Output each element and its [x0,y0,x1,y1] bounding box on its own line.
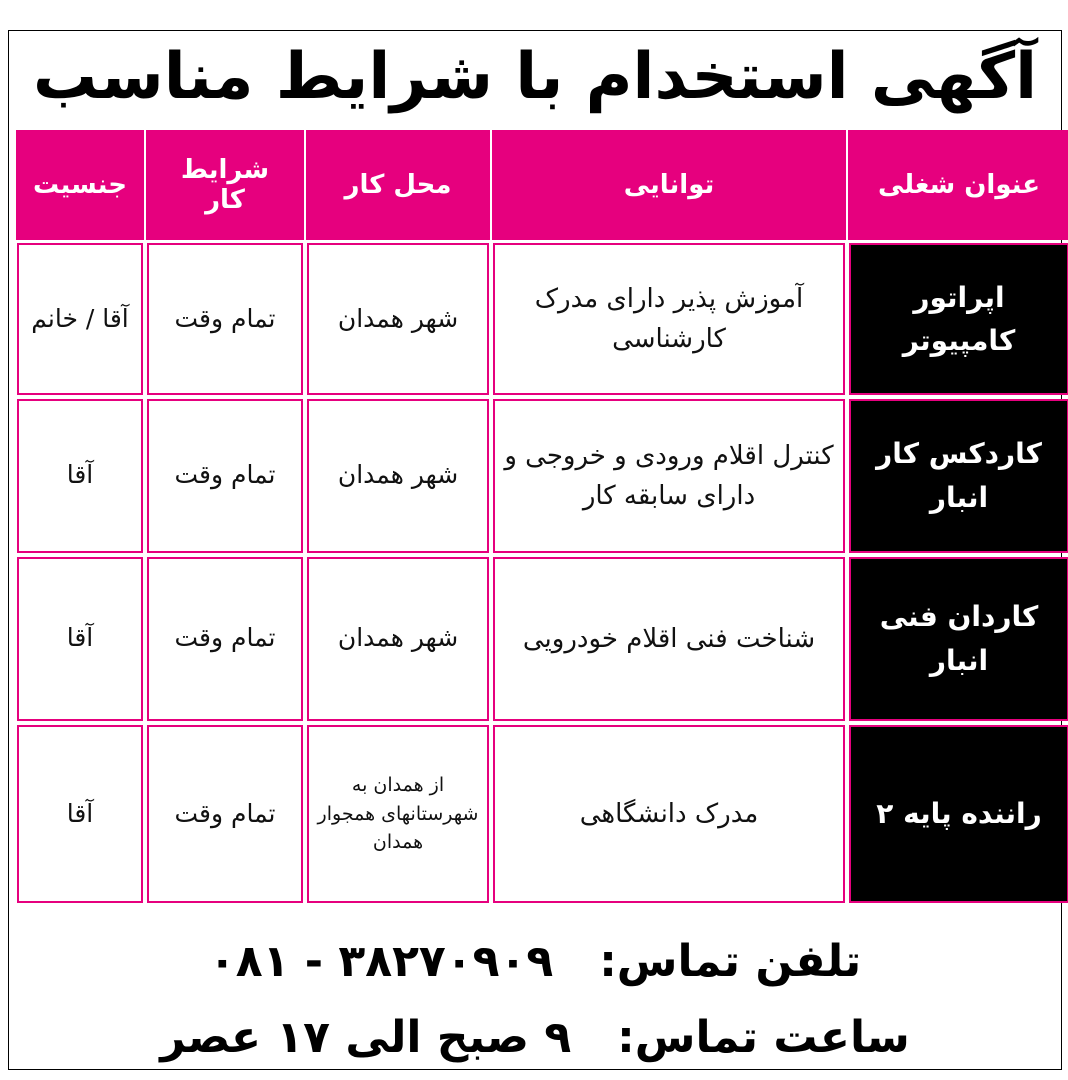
gender-cell: آقا [17,399,143,553]
ability-cell: آموزش پذیر دارای مدرک کارشناسی [493,243,845,395]
header-location: محل کار [307,131,489,239]
job-title-cell: اپراتور کامپیوتر [849,243,1068,395]
header-conditions: شرایط کار [147,131,303,239]
header-gender: جنسیت [17,131,143,239]
phone-label: تلفن تماس: [599,936,862,987]
conditions-cell: تمام وقت [147,557,303,721]
job-advertisement [8,30,1062,1070]
gender-cell: آقا [17,557,143,721]
ability-cell: شناخت فنی اقلام خودرویی [493,557,845,721]
header-ability: توانایی [493,131,845,239]
hours-value: ۹ صبح الی ۱۷ عصر [160,1012,572,1063]
conditions-cell: تمام وقت [147,243,303,395]
table-row [17,725,1068,903]
conditions-cell: تمام وقت [147,725,303,903]
location-cell: شهر همدان [307,399,489,553]
header-job-title: عنوان شغلی [849,131,1068,239]
contact-hours-line [9,1005,1061,1071]
job-title-cell: کاردکس کار انبار [849,399,1068,553]
contact-phone-line [9,929,1061,995]
gender-cell: آقا [17,725,143,903]
ability-cell: کنترل اقلام ورودی و خروجی و دارای سابقه کار [493,399,845,553]
gender-cell: آقا / خانم [17,243,143,395]
table-row [17,557,1068,721]
table-header-row [17,131,1068,239]
hours-label: ساعت تماس: [617,1012,910,1063]
location-cell: شهر همدان [307,243,489,395]
job-title-cell: راننده پایه ۲ [849,725,1068,903]
jobs-table [13,127,1068,907]
ability-cell: مدرک دانشگاهی [493,725,845,903]
location-cell: از همدان به شهرستانهای همجوار همدان [307,725,489,903]
location-cell: شهر همدان [307,557,489,721]
table-row [17,243,1068,395]
job-title-cell: کاردان فنی انبار [849,557,1068,721]
table-row [17,399,1068,553]
conditions-cell: تمام وقت [147,399,303,553]
phone-number: ۰۸۱ - ۳۸۲۷۰۹۰۹ [208,936,554,987]
ad-title: آگهی استخدام با شرایط مناسب [33,40,1037,114]
